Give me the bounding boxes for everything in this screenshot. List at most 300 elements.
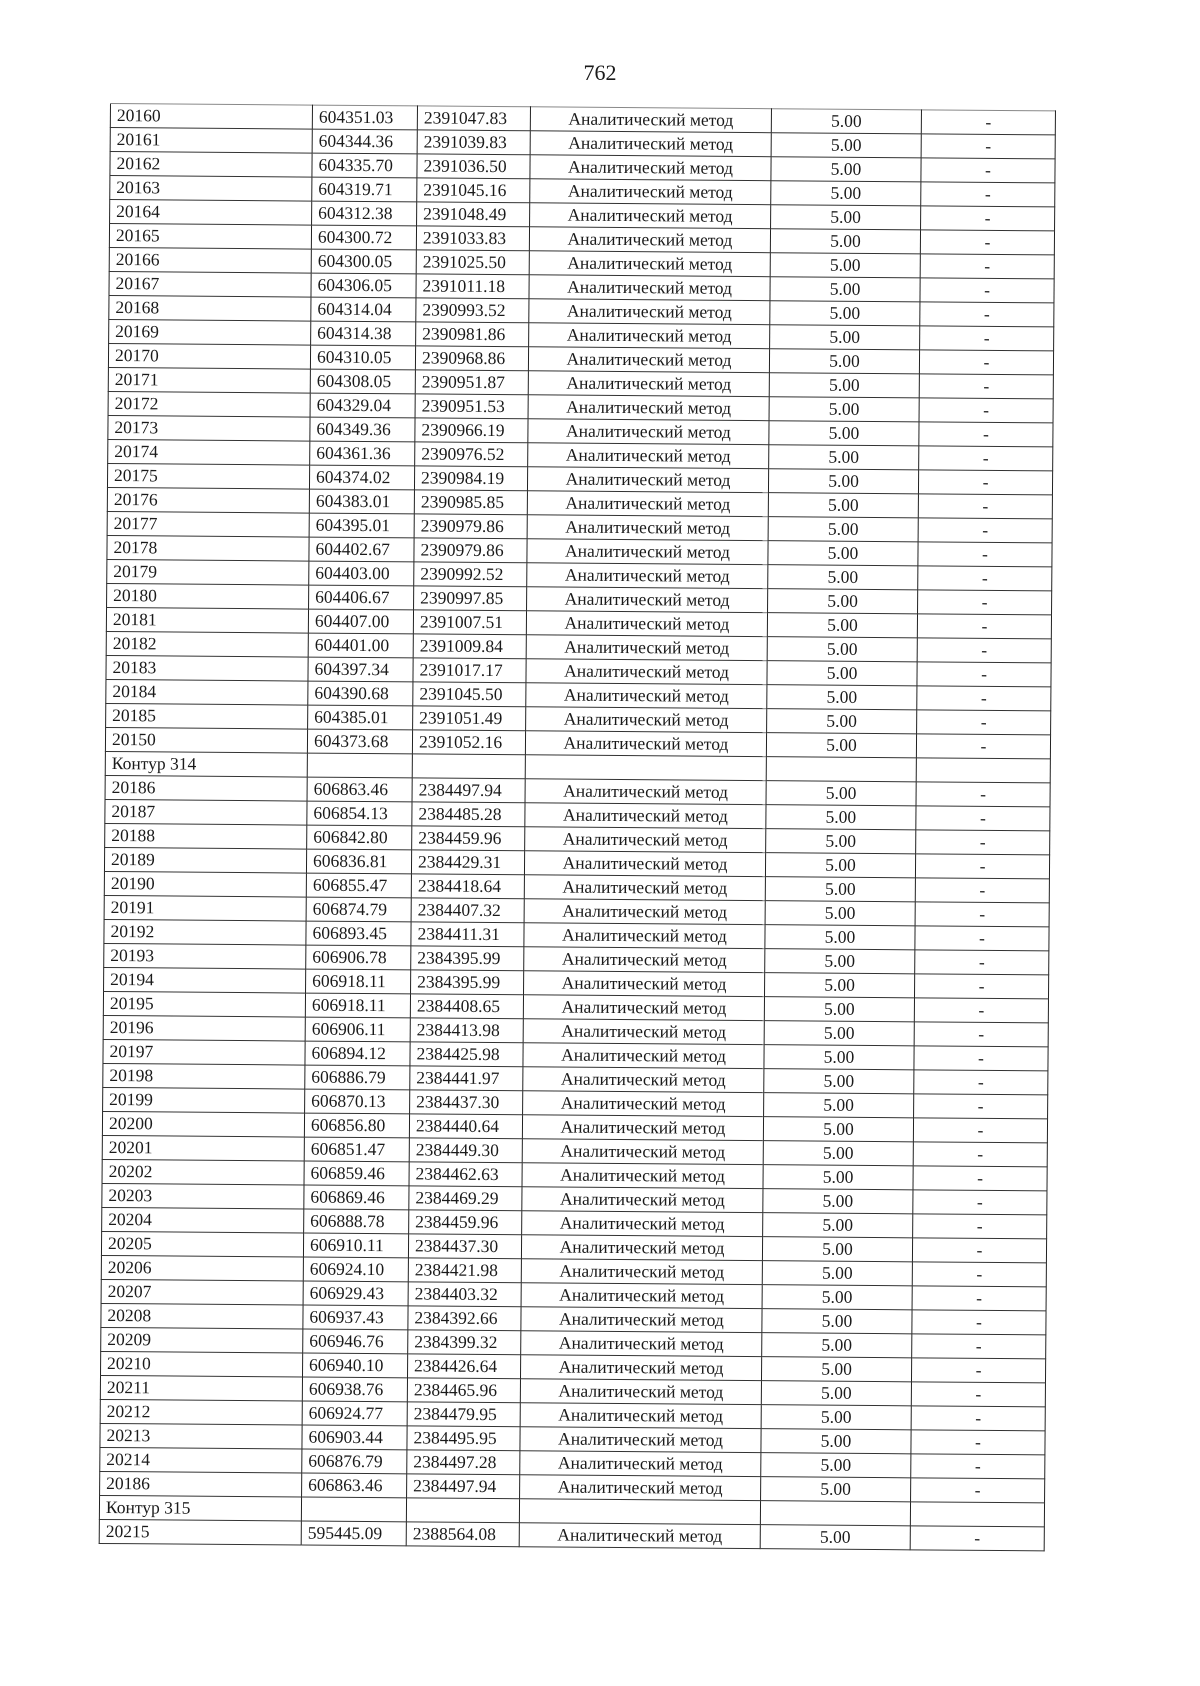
accuracy-cell: 5.00 [761,1477,911,1502]
method-cell: Аналитический метод [522,1115,763,1141]
accuracy-cell: 5.00 [768,493,918,518]
point-id-cell: 20185 [106,703,308,729]
method-cell: Аналитический метод [521,1307,762,1333]
accuracy-cell: 5.00 [766,733,916,758]
point-id-cell: 20168 [109,295,311,321]
point-id-cell: 20165 [109,224,311,250]
coordinates-table-body [99,104,1055,1551]
point-id-cell: 20212 [100,1399,302,1425]
note-cell: - [911,1454,1045,1479]
coordinates-table [99,103,1056,1551]
note-cell: - [911,1406,1045,1431]
note-cell: - [911,1478,1045,1503]
note-cell: - [913,1142,1047,1167]
empty-cell [766,757,916,782]
x-coordinate-cell: 606906.11 [305,1017,410,1042]
y-coordinate-cell: 2384395.99 [411,946,524,971]
accuracy-cell: 5.00 [765,949,915,974]
point-id-cell: 20174 [108,439,310,465]
accuracy-cell: 5.00 [768,517,918,542]
y-coordinate-cell: 2384440.64 [409,1114,522,1139]
method-cell: Аналитический метод [528,347,769,373]
note-cell: - [920,302,1054,327]
accuracy-cell: 5.00 [764,1021,914,1046]
accuracy-cell: 5.00 [764,997,914,1022]
note-cell: - [911,1358,1045,1383]
y-coordinate-cell: 2390979.86 [414,538,527,563]
note-cell: - [917,638,1051,663]
x-coordinate-cell: 606859.46 [304,1161,409,1186]
y-coordinate-cell: 2384421.98 [408,1258,521,1283]
note-cell: - [910,1526,1044,1551]
y-coordinate-cell: 2391025.50 [416,250,529,275]
accuracy-cell: 5.00 [770,325,920,350]
accuracy-cell: 5.00 [770,253,920,278]
method-cell: Аналитический метод [527,467,768,493]
y-coordinate-cell: 2384459.96 [409,1210,522,1235]
y-coordinate-cell: 2384425.98 [410,1042,523,1067]
accuracy-cell: 5.00 [765,925,915,950]
point-id-cell: 20184 [106,679,308,705]
method-cell: Аналитический метод [529,251,770,277]
y-coordinate-cell: 2384497.94 [407,1474,520,1499]
y-coordinate-cell: 2384497.28 [407,1450,520,1475]
x-coordinate-cell: 604403.00 [309,561,414,586]
accuracy-cell: 5.00 [762,1261,912,1286]
point-id-cell: 20160 [110,104,312,130]
y-coordinate-cell: 2390997.85 [414,586,527,611]
accuracy-cell: 5.00 [770,301,920,326]
note-cell: - [919,350,1053,375]
x-coordinate-cell: 604319.71 [312,177,417,202]
note-cell: - [918,590,1052,615]
x-coordinate-cell: 604300.05 [311,249,416,274]
method-cell: Аналитический метод [530,131,771,157]
y-coordinate-cell: 2391045.50 [413,682,526,707]
point-id-cell: 20171 [108,367,310,393]
accuracy-cell: 5.00 [766,805,916,830]
method-cell: Аналитический метод [525,827,766,853]
x-coordinate-cell: 604344.36 [312,129,417,154]
y-coordinate-cell: 2390984.19 [414,466,527,491]
point-id-cell: 20196 [103,1015,305,1041]
accuracy-cell: 5.00 [769,445,919,470]
x-coordinate-cell: 604407.00 [308,609,413,634]
note-cell: - [920,254,1054,279]
x-coordinate-cell: 606863.46 [307,777,412,802]
y-coordinate-cell: 2384437.30 [410,1090,523,1115]
accuracy-cell: 5.00 [764,1069,914,1094]
point-id-cell: 20214 [100,1447,302,1473]
accuracy-cell: 5.00 [764,1093,914,1118]
method-cell: Аналитический метод [525,779,766,805]
empty-cell [412,754,525,779]
accuracy-cell: 5.00 [765,853,915,878]
note-cell: - [915,926,1049,951]
accuracy-cell: 5.00 [765,901,915,926]
y-coordinate-cell: 2384418.64 [411,874,524,899]
accuracy-cell: 5.00 [769,397,919,422]
note-cell: - [916,830,1050,855]
x-coordinate-cell: 604308.05 [310,369,415,394]
note-cell: - [920,230,1054,255]
x-coordinate-cell: 604374.02 [309,465,414,490]
method-cell: Аналитический метод [523,995,764,1021]
method-cell: Аналитический метод [529,299,770,325]
point-id-cell: 20179 [107,559,309,585]
x-coordinate-cell: 606870.13 [305,1089,410,1114]
y-coordinate-cell: 2384411.31 [411,922,524,947]
x-coordinate-cell: 604310.05 [310,345,415,370]
y-coordinate-cell: 2384479.95 [407,1402,520,1427]
accuracy-cell: 5.00 [761,1429,911,1454]
x-coordinate-cell: 604314.38 [311,321,416,346]
method-cell: Аналитический метод [527,491,768,517]
x-coordinate-cell: 604385.01 [308,705,413,730]
accuracy-cell: 5.00 [767,709,917,734]
method-cell: Аналитический метод [530,155,771,181]
method-cell: Аналитический метод [520,1451,761,1477]
empty-cell [760,1501,910,1526]
x-coordinate-cell: 606938.76 [302,1377,407,1402]
method-cell: Аналитический метод [526,611,767,637]
point-id-cell: 20190 [104,871,306,897]
x-coordinate-cell: 606940.10 [302,1353,407,1378]
note-cell: - [912,1310,1046,1335]
point-id-cell: 20162 [110,152,312,178]
x-coordinate-cell: 606893.45 [306,921,411,946]
note-cell: - [921,110,1055,135]
note-cell: - [915,902,1049,927]
x-coordinate-cell: 604397.34 [308,657,413,682]
accuracy-cell: 5.00 [762,1237,912,1262]
y-coordinate-cell: 2391009.84 [413,634,526,659]
y-coordinate-cell: 2391011.18 [416,274,529,299]
accuracy-cell: 5.00 [771,109,921,134]
accuracy-cell: 5.00 [761,1381,911,1406]
method-cell: Аналитический метод [524,899,765,925]
y-coordinate-cell: 2384408.65 [410,994,523,1019]
empty-cell [525,755,766,781]
accuracy-cell: 5.00 [769,373,919,398]
y-coordinate-cell: 2390993.52 [416,298,529,323]
point-id-cell: 20183 [106,655,308,681]
accuracy-cell: 5.00 [771,181,921,206]
y-coordinate-cell: 2384413.98 [410,1018,523,1043]
note-cell: - [919,398,1053,423]
point-id-cell: 20201 [102,1135,304,1161]
y-coordinate-cell: 2384407.32 [411,898,524,923]
point-id-cell: 20170 [108,343,310,369]
point-id-cell: 20209 [101,1327,303,1353]
method-cell: Аналитический метод [523,1043,764,1069]
method-cell: Аналитический метод [530,203,771,229]
method-cell: Аналитический метод [526,659,767,685]
method-cell: Аналитический метод [528,419,769,445]
point-id-cell: 20208 [101,1303,303,1329]
note-cell: - [912,1262,1046,1287]
note-cell: - [919,422,1053,447]
note-cell: - [914,998,1048,1023]
accuracy-cell: 5.00 [767,637,917,662]
note-cell: - [912,1286,1046,1311]
note-cell: - [917,662,1051,687]
note-cell: - [921,182,1055,207]
accuracy-cell: 5.00 [761,1453,911,1478]
method-cell: Аналитический метод [524,875,765,901]
note-cell: - [916,734,1050,759]
note-cell: - [912,1334,1046,1359]
method-cell: Аналитический метод [525,731,766,757]
accuracy-cell: 5.00 [768,565,918,590]
y-coordinate-cell: 2390985.85 [414,490,527,515]
y-coordinate-cell: 2384395.99 [411,970,524,995]
method-cell: Аналитический метод [529,323,770,349]
accuracy-cell: 5.00 [771,205,921,230]
note-cell: - [914,1094,1048,1119]
point-id-cell: 20186 [100,1471,302,1497]
y-coordinate-cell: 2390968.86 [415,346,528,371]
x-coordinate-cell: 606894.12 [305,1041,410,1066]
point-id-cell: 20187 [105,799,307,825]
point-id-cell: 20169 [109,319,311,345]
x-coordinate-cell: 604349.36 [310,417,415,442]
x-coordinate-cell: 606918.11 [305,993,410,1018]
accuracy-cell: 5.00 [769,421,919,446]
method-cell: Аналитический метод [528,371,769,397]
y-coordinate-cell: 2384485.28 [412,802,525,827]
y-coordinate-cell: 2384462.63 [409,1162,522,1187]
y-coordinate-cell: 2390981.86 [416,322,529,347]
method-cell: Аналитический метод [521,1259,762,1285]
point-id-cell: 20178 [107,535,309,561]
y-coordinate-cell: 2384449.30 [409,1138,522,1163]
y-coordinate-cell: 2384495.95 [407,1426,520,1451]
accuracy-cell: 5.00 [768,541,918,566]
accuracy-cell: 5.00 [765,973,915,998]
x-coordinate-cell: 604335.70 [312,153,417,178]
method-cell: Аналитический метод [520,1355,761,1381]
point-id-cell: 20198 [103,1063,305,1089]
contour-label: Контур 315 [99,1495,301,1521]
empty-cell [301,1497,406,1522]
method-cell: Аналитический метод [523,1091,764,1117]
y-coordinate-cell: 2384426.64 [407,1354,520,1379]
y-coordinate-cell: 2384437.30 [408,1234,521,1259]
empty-cell [406,1498,519,1523]
accuracy-cell: 5.00 [770,277,920,302]
x-coordinate-cell: 604361.36 [310,441,415,466]
x-coordinate-cell: 604401.00 [308,633,413,658]
y-coordinate-cell: 2391045.16 [417,178,530,203]
note-cell: - [915,878,1049,903]
point-id-cell: 20193 [104,943,306,969]
y-coordinate-cell: 2391051.49 [413,706,526,731]
point-id-cell: 20189 [104,847,306,873]
y-coordinate-cell: 2384469.29 [409,1186,522,1211]
x-coordinate-cell: 606851.47 [304,1137,409,1162]
y-coordinate-cell: 2390976.52 [415,442,528,467]
accuracy-cell: 5.00 [761,1357,911,1382]
y-coordinate-cell: 2390979.86 [414,514,527,539]
x-coordinate-cell: 595445.09 [301,1521,406,1546]
x-coordinate-cell: 606924.77 [302,1401,407,1426]
accuracy-cell: 5.00 [764,1045,914,1070]
x-coordinate-cell: 606906.78 [306,945,411,970]
x-coordinate-cell: 606903.44 [302,1425,407,1450]
y-coordinate-cell: 2384465.96 [407,1378,520,1403]
method-cell: Аналитический метод [527,539,768,565]
accuracy-cell: 5.00 [765,877,915,902]
note-cell: - [916,806,1050,831]
accuracy-cell: 5.00 [761,1405,911,1430]
accuracy-cell: 5.00 [770,229,920,254]
x-coordinate-cell: 606836.81 [306,849,411,874]
method-cell: Аналитический метод [527,587,768,613]
note-cell: - [914,1022,1048,1047]
accuracy-cell: 5.00 [767,613,917,638]
y-coordinate-cell: 2384403.32 [408,1282,521,1307]
note-cell: - [919,446,1053,471]
y-coordinate-cell: 2390966.19 [415,418,528,443]
contour-label: Контур 314 [105,751,307,777]
point-id-cell: 20207 [101,1279,303,1305]
x-coordinate-cell: 606929.43 [303,1281,408,1306]
note-cell: - [914,1070,1048,1095]
x-coordinate-cell: 606855.47 [306,873,411,898]
accuracy-cell: 5.00 [763,1117,913,1142]
x-coordinate-cell: 606856.80 [304,1113,409,1138]
point-id-cell: 20163 [110,176,312,202]
x-coordinate-cell: 604351.03 [312,105,417,130]
method-cell: Аналитический метод [523,1019,764,1045]
y-coordinate-cell: 2391047.83 [417,106,530,131]
point-id-cell: 20181 [106,607,308,633]
accuracy-cell: 5.00 [760,1525,910,1550]
x-coordinate-cell: 606854.13 [307,801,412,826]
method-cell: Аналитический метод [523,1067,764,1093]
y-coordinate-cell: 2384392.66 [408,1306,521,1331]
accuracy-cell: 5.00 [771,157,921,182]
method-cell: Аналитический метод [521,1331,762,1357]
point-id-cell: 20166 [109,247,311,273]
point-id-cell: 20206 [101,1255,303,1281]
method-cell: Аналитический метод [520,1379,761,1405]
point-id-cell: 20204 [102,1207,304,1233]
point-id-cell: 20199 [103,1087,305,1113]
y-coordinate-cell: 2391033.83 [416,226,529,251]
method-cell: Аналитический метод [530,107,771,133]
accuracy-cell: 5.00 [763,1165,913,1190]
x-coordinate-cell: 604402.67 [309,537,414,562]
method-cell: Аналитический метод [528,443,769,469]
x-coordinate-cell: 604314.04 [311,297,416,322]
note-cell: - [913,1214,1047,1239]
note-cell: - [916,782,1050,807]
note-cell: - [915,854,1049,879]
y-coordinate-cell: 2390951.53 [415,394,528,419]
accuracy-cell: 5.00 [762,1285,912,1310]
point-id-cell: 20200 [102,1111,304,1137]
empty-cell [519,1499,760,1525]
y-coordinate-cell: 2388564.08 [406,1522,519,1547]
point-id-cell: 20175 [107,463,309,489]
x-coordinate-cell: 606842.80 [307,825,412,850]
point-id-cell: 20192 [104,919,306,945]
y-coordinate-cell: 2391036.50 [417,154,530,179]
accuracy-cell: 5.00 [766,781,916,806]
point-id-cell: 20205 [101,1231,303,1257]
point-id-cell: 20210 [101,1351,303,1377]
note-cell: - [914,974,1048,999]
note-cell: - [918,542,1052,567]
note-cell: - [915,950,1049,975]
accuracy-cell: 5.00 [762,1333,912,1358]
accuracy-cell: 5.00 [763,1189,913,1214]
y-coordinate-cell: 2384459.96 [412,826,525,851]
method-cell: Аналитический метод [520,1403,761,1429]
method-cell: Аналитический метод [520,1427,761,1453]
empty-cell [307,753,412,778]
accuracy-cell: 5.00 [767,661,917,686]
coordinates-sheet [99,103,1056,1551]
note-cell: - [918,518,1052,543]
x-coordinate-cell: 604312.38 [312,201,417,226]
note-cell: - [921,134,1055,159]
note-cell: - [918,494,1052,519]
method-cell: Аналитический метод [522,1187,763,1213]
point-id-cell: 20188 [105,823,307,849]
point-id-cell: 20176 [107,487,309,513]
method-cell: Аналитический метод [521,1235,762,1261]
point-id-cell: 20213 [100,1423,302,1449]
accuracy-cell: 5.00 [762,1309,912,1334]
method-cell: Аналитический метод [520,1475,761,1501]
accuracy-cell: 5.00 [769,349,919,374]
y-coordinate-cell: 2391007.51 [413,610,526,635]
point-id-cell: 20180 [107,583,309,609]
x-coordinate-cell: 604395.01 [309,513,414,538]
point-id-cell: 20194 [104,967,306,993]
y-coordinate-cell: 2390992.52 [414,562,527,587]
point-id-cell: 20182 [106,631,308,657]
point-id-cell: 20211 [100,1375,302,1401]
x-coordinate-cell: 606863.46 [302,1473,407,1498]
method-cell: Аналитический метод [526,707,767,733]
accuracy-cell: 5.00 [766,829,916,854]
accuracy-cell: 5.00 [771,133,921,158]
note-cell: - [918,566,1052,591]
x-coordinate-cell: 604406.67 [309,585,414,610]
y-coordinate-cell: 2391052.16 [412,730,525,755]
accuracy-cell: 5.00 [763,1141,913,1166]
note-cell: - [921,206,1055,231]
x-coordinate-cell: 606888.78 [304,1209,409,1234]
point-id-cell: 20177 [107,511,309,537]
x-coordinate-cell: 606910.11 [303,1233,408,1258]
method-cell: Аналитический метод [529,275,770,301]
point-id-cell: 20195 [103,991,305,1017]
note-cell: - [918,470,1052,495]
x-coordinate-cell: 606937.43 [303,1305,408,1330]
x-coordinate-cell: 604306.05 [311,273,416,298]
accuracy-cell: 5.00 [763,1213,913,1238]
note-cell: - [912,1238,1046,1263]
method-cell: Аналитический метод [527,515,768,541]
point-id-cell: 20150 [105,727,307,753]
point-id-cell: 20167 [109,271,311,297]
note-cell: - [913,1190,1047,1215]
